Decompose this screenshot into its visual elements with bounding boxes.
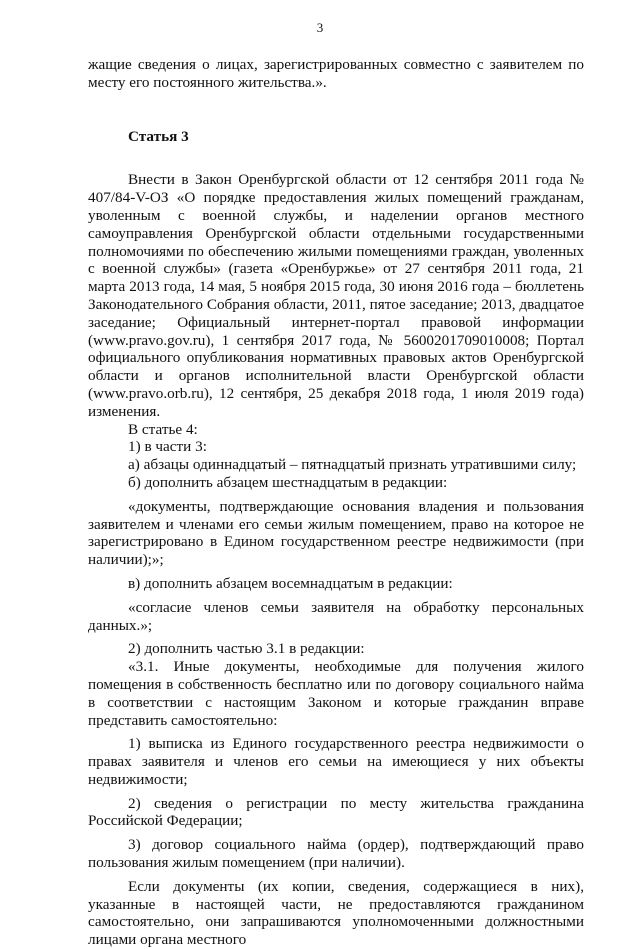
paragraph-item-v: в) дополнить абзацем восемнадцатым в редакции:: [128, 574, 453, 592]
paragraph-final: Если документы (их копии, сведения, содержащиеся в них), указанные в настоящей части, не предоставляются гражданином самостоятельно, они запрашиваются уполномоченными должностными лицами органа местного: [88, 877, 584, 949]
document-body: [88, 56, 584, 949]
paragraph-item-a: а) абзацы одиннадцатый – пятнадцатый признать утратившими силу;: [128, 456, 577, 474]
paragraph-quote-consent: «согласие членов семьи заявителя на обработку персональных данных.»;: [88, 598, 584, 634]
article-heading: Статья 3: [128, 127, 189, 145]
paragraph-subitem-2: 2) сведения о регистрации по месту жительства гражданина Российской Федерации;: [88, 794, 584, 830]
paragraph-article-4: В статье 4:: [128, 420, 198, 438]
paragraph-amendment-intro: Внести в Закон Оренбургской области от 12 сентября 2011 года № 407/84-V-ОЗ «О порядке предоставления жилых помещений гражданам, уволенным с военной службы, и наделении органов местного самоуправления Оренбургской области отдельными государственными полномочиями по обеспечению жилыми помещениями граждан, уволенных с военной службы» (газета «Оренбуржье» от 27 сентября 2011 года, 21 марта 2013 года, 14 мая, 5 ноября 2015 года, 30 июня 2016 года – бюллетень Законодательного Собрания области, 2011, пятое заседание; 2013, двадцатое заседание; Официальный интернет-портал правовой информации (www.pravo.gov.ru), 1 сентября 2017 года, № 5600201709010008; Портал официального опубликования нормативных правовых актов Оренбургской области и органов исполнительной власти Оренбургской области (www.pravo.orb.ru), 12 сентября, 25 декабря 2018 года, 1 июля 2019 года) изменения.: [88, 171, 584, 420]
paragraph-part-3-1-intro: 2) дополнить частью 3.1 в редакции:: [128, 640, 365, 658]
paragraph-quote-documents: «документы, подтверждающие основания владения и пользования заявителем и членами его семьи жилым помещением, право на которое не зарегистрировано в Едином государственном реестре недвижимости (при наличии);»;: [88, 497, 584, 569]
paragraph-continuation: жащие сведения о лицах, зарегистрированных совместно с заявителем по месту его постоянного жительства.».: [88, 56, 584, 91]
paragraph-subitem-1: 1) выписка из Единого государственного реестра недвижимости о правах заявителя и членов его семьи на имеющиеся у них объекты недвижимости;: [88, 735, 584, 788]
page-number: 3: [316, 20, 324, 35]
paragraph-subitem-3: 3) договор социального найма (ордер), подтверждающий право пользования жилым помещением (при наличии).: [88, 836, 584, 872]
paragraph-part-3: 1) в части 3:: [128, 438, 207, 456]
paragraph-item-b: б) дополнить абзацем шестнадцатым в редакции:: [128, 473, 448, 491]
paragraph-part-3-1-text: «3.1. Иные документы, необходимые для получения жилого помещения в собственность бесплатно или по договору социального найма в соответствии с настоящим Законом и которые гражданин вправе представить самостоятельно:: [88, 658, 584, 729]
